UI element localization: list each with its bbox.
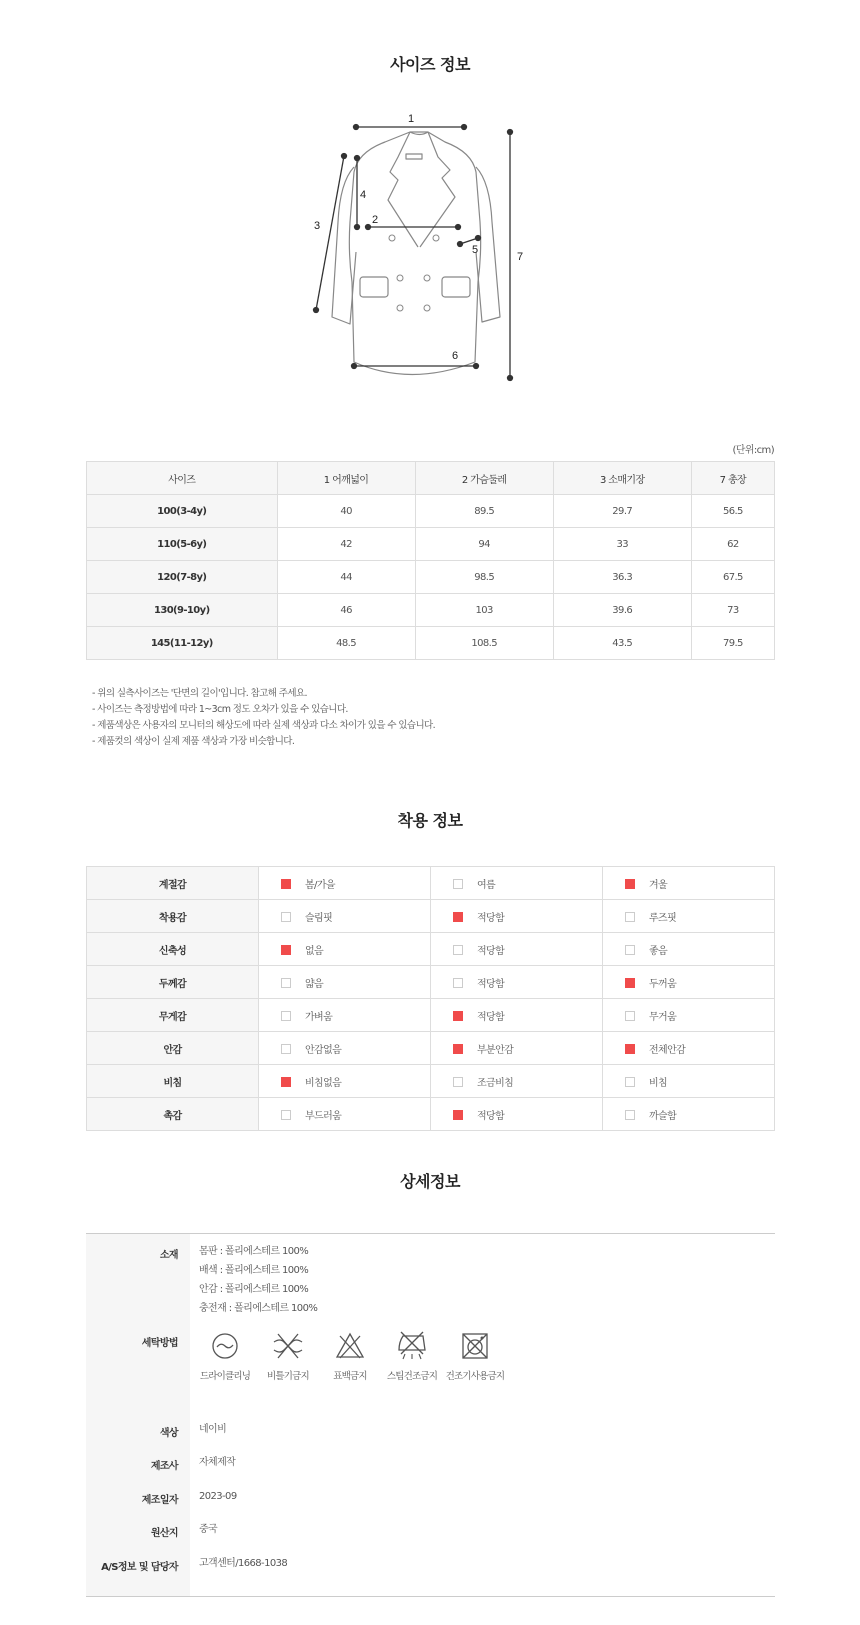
size-table-header [87,462,775,495]
fit-row-label: 두께감 [87,966,259,999]
maker-value: 자체제작 [199,1457,236,1468]
fit-option-label: 봄/가을 [305,879,335,891]
unchecked-box-icon [281,978,291,988]
value-cell: 98.5 [415,561,553,594]
fit-option [431,999,603,1032]
note-line: - 제품컷의 색상이 실제 제품 색상과 가장 비슷합니다. [92,736,295,747]
header-sleeve: 3 소매기장 [553,462,691,495]
unchecked-box-icon [625,1110,635,1120]
date-label: 제조일자 [141,1495,178,1506]
checked-box-icon [453,1011,463,1021]
fit-option [603,867,775,900]
value-cell: 62 [691,528,774,561]
fit-table [86,866,775,1131]
value-cell: 67.5 [691,561,774,594]
size-info-title: 사이즈 정보 [390,55,470,74]
size-table [86,461,775,660]
fit-option-label: 슬림핏 [305,912,333,924]
table-row [87,627,775,660]
fit-option [603,1032,775,1065]
value-cell: 94 [415,528,553,561]
unchecked-box-icon [281,1110,291,1120]
fit-row [87,1098,775,1131]
value-cell: 56.5 [691,495,774,528]
fit-row-label: 착용감 [87,900,259,933]
note-line: - 제품색상은 사용자의 모니터의 해상도에 따라 실제 색상과 다소 차이가 있을 수 있습니다. [92,720,436,731]
value-cell: 29.7 [553,495,691,528]
diagram-label-1: 1 [408,113,415,125]
value-cell: 36.3 [553,561,691,594]
checked-box-icon [453,1110,463,1120]
diagram-label-6: 6 [452,350,459,362]
origin-value: 중국 [199,1524,218,1535]
fit-option-label: 부드러움 [305,1110,342,1122]
diagram-label-3: 3 [314,220,321,232]
fit-option-label: 루즈핏 [649,912,677,924]
checked-box-icon [625,879,635,889]
size-cell: 110(5-6y) [87,528,278,561]
size-cell: 145(11-12y) [87,627,278,660]
fit-option-label: 없음 [305,945,324,957]
value-cell: 44 [277,561,415,594]
table-row [87,561,775,594]
fit-option [431,1065,603,1098]
unit-label: (단위:cm) [732,445,774,456]
fit-row-label: 무게감 [87,999,259,1032]
fit-option-label: 적당함 [477,912,505,924]
value-cell: 42 [277,528,415,561]
fit-row [87,867,775,900]
fit-option [431,900,603,933]
coat-buttons [389,235,439,311]
wash-label: 건조기사용금지 [445,1371,505,1382]
value-cell: 73 [691,594,774,627]
fit-row-label: 비침 [87,1065,259,1098]
fit-option-label: 적당함 [477,1011,505,1023]
fit-row-label: 신축성 [87,933,259,966]
table-row [87,594,775,627]
fit-option-label: 조금비침 [477,1077,514,1089]
fit-option [259,1065,431,1098]
checked-box-icon [453,912,463,922]
wash-item-no-tumble-dry [435,1330,515,1382]
diagram-label-2: 2 [372,214,379,226]
fit-option-label: 부분안감 [477,1044,514,1056]
checked-box-icon [281,945,291,955]
fit-option-label: 겨울 [649,879,668,891]
checked-box-icon [281,879,291,889]
checked-box-icon [281,1077,291,1087]
header-size: 사이즈 [87,462,278,495]
fit-row-label: 안감 [87,1032,259,1065]
no-bleach-icon [334,1330,366,1362]
fit-option [603,1065,775,1098]
fit-option [431,1032,603,1065]
wash-label: 비틀기금지 [267,1371,309,1382]
header-shoulder: 1 어깨넓이 [277,462,415,495]
size-cell: 120(7-8y) [87,561,278,594]
fit-option [259,966,431,999]
no-steam-dry-icon [395,1330,429,1362]
origin-label: 원산지 [150,1528,178,1539]
fit-row-label: 촉감 [87,1098,259,1131]
dry-clean-icon [209,1330,241,1362]
fit-option [603,966,775,999]
unchecked-box-icon [625,1077,635,1087]
fit-option-label: 적당함 [477,945,505,957]
fit-option-label: 얇음 [305,978,324,990]
fit-option [603,1098,775,1131]
fit-option [431,933,603,966]
fit-option [603,933,775,966]
fit-option [431,966,603,999]
fit-option [603,999,775,1032]
value-cell: 46 [277,594,415,627]
washing-label: 세탁방법 [141,1338,178,1349]
checked-box-icon [625,978,635,988]
value-cell: 43.5 [553,627,691,660]
unchecked-box-icon [281,1011,291,1021]
no-tumble-dry-icon [459,1330,491,1362]
fit-row [87,1065,775,1098]
checked-box-icon [625,1044,635,1054]
coat-measurement-diagram [310,112,550,402]
measurement-lines [314,125,513,381]
date-value: 2023-09 [199,1491,237,1502]
as-value: 고객센터/1668-1038 [199,1558,288,1569]
fit-option [603,900,775,933]
checked-box-icon [453,1044,463,1054]
fit-row [87,999,775,1032]
fit-row [87,933,775,966]
size-cell: 130(9-10y) [87,594,278,627]
unchecked-box-icon [281,912,291,922]
material-line: 배색 : 폴리에스테르 100% [199,1265,309,1276]
color-value: 네이비 [199,1424,227,1435]
value-cell: 79.5 [691,627,774,660]
value-cell: 103 [415,594,553,627]
fit-option-label: 적당함 [477,978,505,990]
fit-option-label: 까슬함 [649,1110,677,1122]
fit-option-label: 두꺼움 [649,978,677,990]
color-label: 색상 [159,1428,178,1439]
detail-label-column [86,1234,190,1596]
size-cell: 100(3-4y) [87,495,278,528]
fit-option [259,1032,431,1065]
fit-row [87,900,775,933]
fit-option-label: 무거움 [649,1011,677,1023]
fit-option-label: 가벼움 [305,1011,333,1023]
fit-row-label: 계절감 [87,867,259,900]
size-notes [92,686,435,750]
unchecked-box-icon [625,1011,635,1021]
note-line: - 사이즈는 측정방법에 따라 1~3cm 정도 오차가 있을 수 있습니다. [92,704,348,715]
diagram-label-7: 7 [517,251,524,263]
detail-info-title: 상세정보 [400,1172,460,1191]
fit-option-label: 적당함 [477,1110,505,1122]
material-line: 충전재 : 폴리에스테르 100% [199,1303,318,1314]
wash-label: 표백금지 [333,1371,367,1382]
fit-info-title: 착용 정보 [397,811,463,830]
fit-option-label: 좋음 [649,945,668,957]
fit-row [87,1032,775,1065]
fit-option [431,1098,603,1131]
fit-option [259,933,431,966]
note-line: - 위의 실측사이즈는 '단면의 길이'입니다. 참고해 주세요. [92,688,307,699]
diagram-label-4: 4 [360,189,367,201]
wash-label: 드라이클리닝 [199,1371,251,1382]
value-cell: 108.5 [415,627,553,660]
unchecked-box-icon [453,1077,463,1087]
no-wring-icon [270,1330,306,1362]
value-cell: 48.5 [277,627,415,660]
fit-option [259,999,431,1032]
wash-label: 스팀건조금지 [386,1371,438,1382]
fit-option-label: 비침 [649,1077,668,1089]
detail-table [86,1233,775,1597]
value-cell: 39.6 [553,594,691,627]
unchecked-box-icon [625,945,635,955]
fit-option [259,1098,431,1131]
fit-option-label: 여름 [477,879,496,891]
material-label: 소재 [159,1250,178,1261]
unchecked-box-icon [625,912,635,922]
material-line: 몸판 : 폴리에스테르 100% [199,1246,309,1257]
unchecked-box-icon [453,945,463,955]
fit-option-label: 전체안감 [649,1044,686,1056]
maker-label: 제조사 [150,1461,178,1472]
header-chest: 2 가슴둘레 [415,462,553,495]
fit-option-label: 안감없음 [305,1044,342,1056]
value-cell: 89.5 [415,495,553,528]
unchecked-box-icon [281,1044,291,1054]
unchecked-box-icon [453,879,463,889]
value-cell: 40 [277,495,415,528]
material-values [199,1242,317,1318]
diagram-label-5: 5 [472,244,479,256]
fit-option [259,900,431,933]
fit-option-label: 비침없음 [305,1077,342,1089]
table-row [87,528,775,561]
fit-option [259,867,431,900]
value-cell: 33 [553,528,691,561]
fit-row [87,966,775,999]
table-row [87,495,775,528]
material-line: 안감 : 폴리에스테르 100% [199,1284,309,1295]
as-label: A/S정보 및 담당자 [101,1562,178,1573]
unchecked-box-icon [453,978,463,988]
header-length: 7 총장 [691,462,774,495]
fit-option [431,867,603,900]
